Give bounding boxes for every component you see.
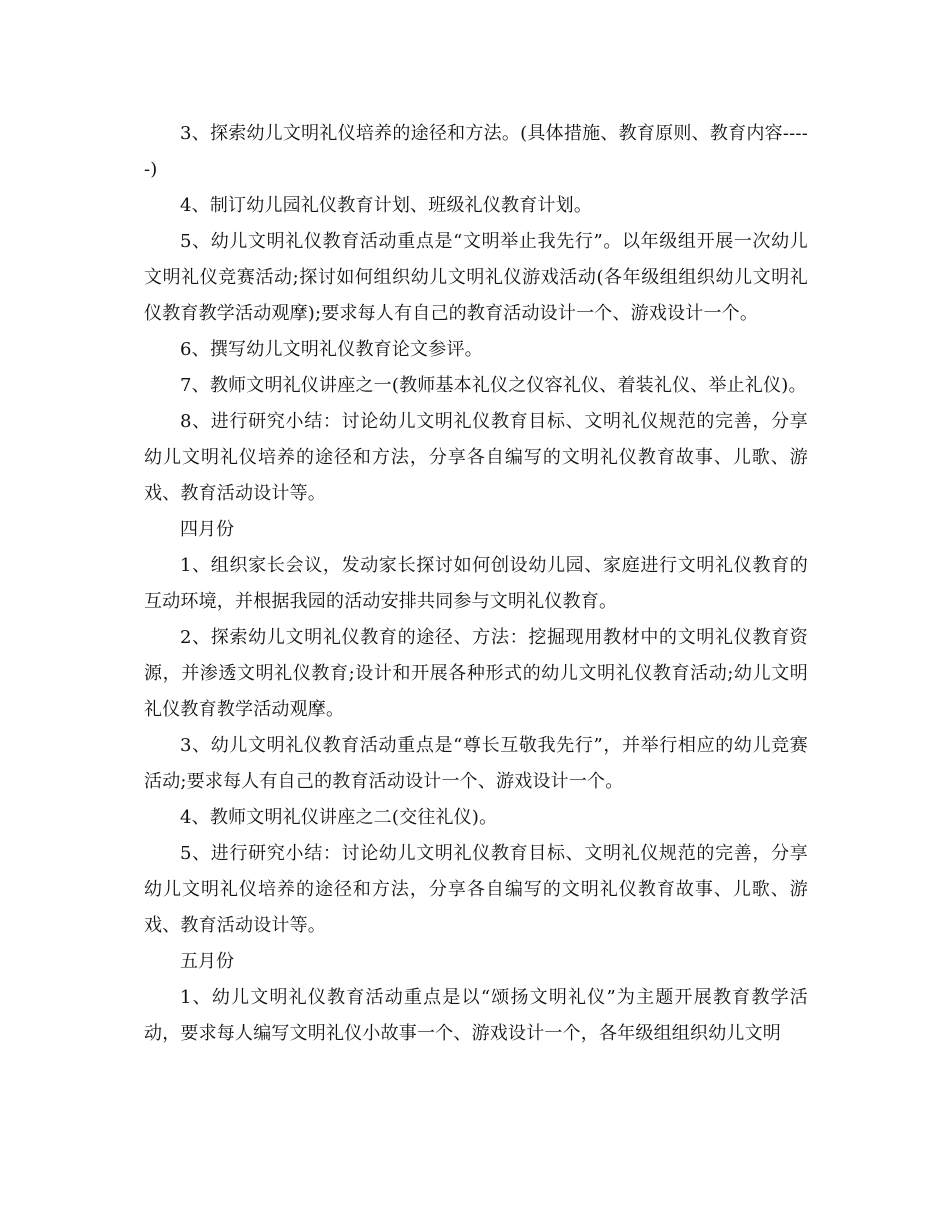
document-body xyxy=(144,116,808,1052)
march-item-4: 4、制订幼儿园礼仪教育计划、班级礼仪教育计划。 xyxy=(180,195,593,216)
april-item-1: 1、组织家长会议，发动家长探讨如何创设幼儿园、家庭进行文明礼仪教育的互动环境，并根据我园的活动安排共同参与文明礼仪教育。 xyxy=(144,555,808,612)
april-item-5: 5、进行研究小结：讨论幼儿文明礼仪教育目标、文明礼仪规范的完善，分享幼儿文明礼仪培养的途径和方法，分享各自编写的文明礼仪教育故事、儿歌、游戏、教育活动设计等。 xyxy=(144,843,808,936)
may-item-1: 1、幼儿文明礼仪教育活动重点是以“颂扬文明礼仪”为主题开展教育教学活动，要求每人编写文明礼仪小故事一个、游戏设计一个，各年级组组织幼儿文明 xyxy=(144,987,808,1044)
april-heading: 四月份 xyxy=(180,519,234,540)
march-item-8: 8、进行研究小结：讨论幼儿文明礼仪教育目标、文明礼仪规范的完善，分享幼儿文明礼仪培养的途径和方法，分享各自编写的文明礼仪教育故事、儿歌、游戏、教育活动设计等。 xyxy=(144,411,808,504)
april-item-2: 2、探索幼儿文明礼仪教育的途径、方法：挖掘现用教材中的文明礼仪教育资源，并渗透文明礼仪教育;设计和开展各种形式的幼儿文明礼仪教育活动;幼儿文明礼仪教育教学活动观摩。 xyxy=(144,627,808,720)
march-item-7: 7、教师文明礼仪讲座之一(教师基本礼仪之仪容礼仪、着装礼仪、举止礼仪)。 xyxy=(180,375,807,396)
may-heading: 五月份 xyxy=(180,951,234,972)
march-item-3: 3、探索幼儿文明礼仪培养的途径和方法。(具体措施、教育原则、教育内容-----) xyxy=(144,123,808,180)
march-item-5: 5、幼儿文明礼仪教育活动重点是“文明举止我先行”。以年级组开展一次幼儿文明礼仪竞赛活动;探讨如何组织幼儿文明礼仪游戏活动(各年级组组织幼儿文明礼仪教育教学活动观摩);要求每人有自己的教育活动设计一个、游戏设计一个。 xyxy=(144,231,808,324)
april-item-3: 3、幼儿文明礼仪教育活动重点是“尊长互敬我先行”，并举行相应的幼儿竞赛活动;要求每人有自己的教育活动设计一个、游戏设计一个。 xyxy=(144,735,808,792)
march-item-6: 6、撰写幼儿文明礼仪教育论文参评。 xyxy=(180,339,483,360)
april-item-4: 4、教师文明礼仪讲座之二(交往礼仪)。 xyxy=(180,807,498,828)
